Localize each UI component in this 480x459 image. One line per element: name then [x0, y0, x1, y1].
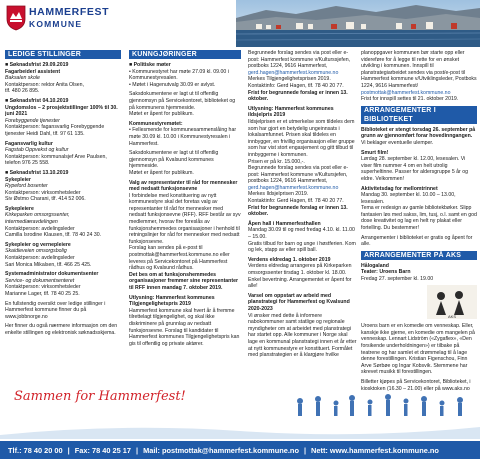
logo-title: HAMMERFEST — [29, 6, 110, 18]
announcement-heading: Åpen hall i Hammerfesthallen — [248, 220, 321, 227]
announcement-text: Ildsjelprisen er et utmerkelse som tildeles dem som har gjort en betydelig ungeinnsats i lokalsamfunnet. Prisen skal tildeles en innbygger, en frivillig organisasjon eller gruppe som har vist stort engasjement og gitt tilbud til innbyggerne i kommunen. — [248, 118, 355, 158]
slogan: Sammen for Hammerfest! — [14, 389, 186, 404]
announcement-heading: Valg av representanter til råd for mennesker med nedsatt funksjonsevne — [129, 179, 238, 193]
job-contact-phone: Marianne Lager, tlf. 78 40 25 25. — [5, 291, 80, 297]
announcement-text: Hammerfest kommune skal hvert år å fremme tilrettelagt tilgjengelighet, og skal ikke diskriminere på grunnlag av nedsatt funksjonsevne. Forslag til kandidater til Hammerfest kommunes Tilgjengelighetspris kan gis til offentlig og private aktører. — [129, 307, 240, 347]
library-notice-apology: Vi beklager eventuelle ulemper. — [361, 139, 434, 146]
section-header-announcements: KUNNGJØRINGER — [129, 50, 241, 59]
announcement-text: Møtet er åpent for publikum. — [129, 111, 194, 118]
job-contact: Kontaktperson: virksomhetsleder — [5, 189, 81, 196]
town-photo — [236, 0, 480, 47]
job-contact: Kontaktperson: virksomhetsleder — [5, 284, 81, 291]
job-workplace: Service- og dokumentsenteret — [5, 277, 75, 284]
separator: | — [136, 445, 139, 455]
email-link[interactable]: gerd.hagen@hammerfest.kommune.no — [248, 69, 339, 76]
announcement-text: I forbindelse med konstituering av nytt kommunestyre skal det foretas valg av representanter til råd for mennesker med nedsatt funksjonsevne (RFF). RFF består av syv medlemmer, hvorav fire foreslås av funksjonshemmedes organisasjoner i henhold til retningslinjer for råd for mennesker med nedsatt funksjonsevne. — [129, 192, 241, 245]
job-workplace: Kirkeparken omsorgssenter, intermediæravdelingen — [5, 212, 70, 226]
job-contact-phone: tlf. 480 26 895. — [5, 88, 40, 95]
announcement-text: Gratis tilbud for barn og unge i høstferien. Kom og lek, stapp av eller spill ball. — [248, 240, 356, 254]
job-contact: Kontaktperson: avdelingsleder — [5, 255, 75, 262]
job-title: Sykepleier — [5, 176, 31, 183]
job-workplace: Baksalen skole — [5, 75, 40, 82]
announcement-subheading: Kommunestyremøtet: — [129, 120, 183, 127]
announcement-deadline: Frist for innspill settes til 21. oktober 2019. — [361, 96, 459, 103]
job-title: Systemadministrator dokumentsenter — [5, 271, 99, 278]
announcement-deadline: Det bes om at funksjonshemmedes organisasjoner fremmer sine representanter til RFF innen mandag 7. oktober 2019. — [129, 271, 238, 291]
announcement-heading: Utlysning: Hammerfest kommunes ildsjelpris 2019 — [248, 105, 334, 119]
deadline-heading: ■ Søknadsfrist 04.10.2019 — [5, 97, 69, 104]
bullet-item: • Møtet i Hagenutvalg 30.09 er avlyst. — [129, 81, 216, 88]
announcement-text: Kontaktinfo: Gerd Hagen, tlf. 78 40 20 77. — [248, 82, 344, 89]
contact-bar — [0, 441, 480, 459]
job-contact: Kontaktperson: rektor Anita Olsen, — [5, 81, 85, 88]
email-link[interactable]: postmottak@hammerfest.kommune.no — [361, 89, 451, 96]
job-title: Fagarbeider/ assistent — [5, 68, 61, 75]
job-workplace: Fagstab Oppvekst og kultur — [5, 147, 69, 154]
announcement-deadline: Frist for begrunnede forslag er innen 13. oktober. — [248, 89, 348, 103]
announcement-text: Mandag 30.09 til og med fredag 4.10. kl. 11.00 – 15.00. — [248, 227, 355, 241]
event-organizer: Hålogaland — [361, 262, 389, 269]
announcement-text: Prisen er på kr. 15.000,-. — [248, 158, 305, 165]
job-contact-phone: Sari Monica Mikalsen, tlf. 466 25 425. — [5, 261, 92, 268]
event-date: Fredag 27. september kl. 19.00 — [361, 276, 434, 283]
bullet-item: • Fellesmende for kommunesammenslåing har møte 30.09 kl. 10.00 i Kommunestyresalen i Hammerfest. — [129, 127, 237, 147]
deadline-heading: ■ Søknadsfrist 13.10.2019 — [5, 169, 69, 176]
library-notice: Biblioteket er stengt torsdag 26. september på grunn av gjennomført forar hovedinngangen. — [361, 126, 476, 140]
column-events — [361, 50, 477, 440]
job-contact-phone: Siv Østmo Charani, tlf. 414 52 006. — [5, 196, 86, 203]
email-address[interactable]: Mail: postmottak@hammerfest.kommune.no — [143, 445, 299, 455]
announcement-text: planoppgaver kommunen bør starte opp eller videreføre for å legge til rette for en ønsket utvikling i kommunen. Innspill til planstrategiarbeidet sendes via post/e-post til Hammerfest kommune v/Utviklingsleder, Postboks 1224, 9616 Hammerfest/ — [361, 50, 477, 89]
announcement-text: Saksdokumentene er lagt ut til offentlig gjennomsyn på Servicekontoret, biblioteket og på kommunens hjemmeside. — [129, 91, 236, 111]
section-header-vacancies: LEDIGE STILLINGER — [5, 50, 121, 59]
column-vacancies — [5, 50, 121, 390]
job-contact-phone: Camilla Isrodine Klausen, tlf. 78 40 24 30. — [5, 232, 102, 239]
jobbnorge-info-detail: Her finner du også nærmere informasjon om den enkelte stillingen og elektronisk søknadsskjema. — [5, 323, 118, 336]
section-header-aks-events: ARRANGEMENTER PÅ AKS — [361, 251, 477, 260]
bullet-item: • Kommunestyret har møte 27.09 kl. 09.00 i Kommunestyresalen. — [129, 68, 229, 82]
logo-subtitle: KOMMUNE — [29, 19, 83, 29]
announcement-text: Saksdokumentene er lagt ut til offentlig gjennomsyn på Kvalsund kommunes hjemmeside. — [129, 150, 219, 170]
theatre-poster-image — [427, 285, 477, 319]
event-text: Tema er redesign av gamle bibliotekbøker. Slipp fantasien løs med sakss, lim, tusj, o.l. samt en god dose kreativitet og lag en helt ny plakat eller fortelling. Du bestemmer! — [361, 205, 477, 232]
event-heading: Aktivitetsdag for mellomtrinnet — [361, 185, 438, 192]
event-text: Mandag 30. september kl. 10.00 – 13.00, lesesalen. — [361, 192, 456, 205]
job-title: Ungdomslos – 2 prosjektstillinger 100% til 30. juni 2021 — [5, 104, 118, 118]
separator: | — [67, 445, 70, 455]
announcement-text: Forslag kan sendes på e-post til postmottak@hammerfest.kommune.no eller leveres på Servicekontoret på Hammerfest rådhus og Kvalsund rådhus. — [129, 245, 230, 272]
job-workplace: Skaidieveien omsorgsbolig — [5, 248, 67, 255]
event-title: Teater: Uroens Barn — [361, 269, 411, 276]
announcement-text: Verdens eldredag arrangeres på Kirkeparken omsorgssenter tirsdag 1. oktober kl. 18.00. Enkel bevertning. Arrangementet er åpent for alle! — [248, 263, 352, 290]
section-header-library-events: ARRANGEMENTER I BIBLIOTEKET — [361, 106, 477, 124]
job-workplace: Rypeford bosenter — [5, 183, 48, 190]
job-title: Sykepleier og vernepleiere — [5, 241, 71, 248]
announcement-heading: Verdens eldredag 1. oktober 2019 — [248, 256, 331, 263]
event-text: Arrangementer i biblioteket er gratis og åpent for alle. — [361, 234, 473, 248]
job-title: Fagansvarlig kultur — [5, 140, 53, 147]
website-link[interactable]: Nett: www.hammerfest.kommune.no — [311, 445, 439, 455]
phone-number[interactable]: Tlf.: 78 40 20 00 — [8, 445, 63, 455]
municipality-logo[interactable] — [6, 4, 114, 40]
announcement-deadline: Frist for begrunnede forslag er innen 13. oktober. — [248, 204, 348, 218]
event-text: Lørdag 28. september kl. 12.00, lesesalen. Vi viser film nummer 4 om en helt utrolig superheltinne. Passer for aldersgruppe 5 år og eldre. Velkommen! — [361, 156, 468, 182]
announcement-text: Kontaktinfo: Gerd Hagen, tlf. 78 40 20 77. — [248, 198, 344, 205]
announcement-text: Merkes Ildsjelprisen 2019. — [248, 191, 309, 198]
separator: | — [303, 445, 307, 455]
announcement-text: Vi ønsker med dette å informere nabokommuner samt statlige og regionale myndigheter om at arbeidet med planstrategi har startet opp. Alle kommuner i Norge skal lage en kommunal planstrategi innen et år etter at nytt kommunestyre er konstituert. Formålet med planstrategien er å klargjøre hvilke — [248, 312, 357, 359]
page-header — [0, 0, 480, 47]
job-contact: Kontaktperson: fagansvarlig Forebyggende tjenester Heidi Dahl, tlf. 97 61 135. — [5, 124, 105, 137]
political-meetings-heading: ■ Politiske møter — [129, 62, 171, 68]
deadline-heading: ■ Søknadsfrist 29.09.2019 — [5, 62, 69, 68]
announcement-text: Møtet er åpent for publikum. — [129, 169, 194, 176]
email-link[interactable]: gerd.hagen@hammerfest.kommune.no — [248, 184, 339, 191]
announcement-text: Merkes Tilgjengelighetsprisen 2019. — [248, 76, 331, 83]
jobbnorge-info[interactable]: En fullstendig oversikt over ledige stillinger i Hammerfest kommune finner du på www.jobbnorge.no — [5, 300, 106, 320]
aks-logo-text: AKS — [447, 313, 457, 319]
announcement-heading: Utlysning: Hammerfest kommunes Tilgjengelighetspris 2019 — [129, 294, 215, 308]
announcement-text: Begrunnede forslag sendes via post eller e-post: Hammerfest kommune v/Kulturssjefen, postboks 1224, 9616 Hammerfest, — [248, 50, 351, 70]
event-description: Uroens barn er en komedie om venneskap. Eller, kanskje ikke gjerne, en komedie om mangelen på venneskap. Lennart Lidström («Zygaflex», «Den forsikende underholdningen») er tilbake på teatrene og har samlet et drømmelag til å lage denne forestillingen. Kristian Figenschou, Finn Arve Sørbøe og Ingar Kobsvik. Stemmene har skrevet musikk til forestillingen. — [361, 323, 475, 376]
coat-of-arms-icon — [6, 5, 26, 31]
fax-number: Fax: 78 40 25 17 — [74, 445, 132, 455]
column-announcements-continued — [248, 50, 358, 440]
job-contact: Kontaktperson: kommunalsjef Arve Paulsen, telefon 976 25 558. — [5, 153, 107, 167]
event-heading: Smurt film! — [361, 149, 389, 156]
job-contact: Kontaktperson: avdelingsleder — [5, 225, 75, 232]
announcement-heading: Varsel om oppstart av arbeid med planstrategi for Hammerfest og Kvalsund 2020-2023 — [248, 292, 350, 312]
announcement-text: Begrunnede forslag sendes via post eller e-post: Hammerfest kommune v/Kultursjefen, postboks 1224, 9616 Hammerfest, — [248, 165, 349, 185]
ticket-info[interactable]: Billetter kjøpes på Servicekontoret, Biblioteket, i kiosktoken (16.30 – 21.00) eller på www.aks.no — [361, 378, 471, 392]
column-announcements — [129, 50, 241, 380]
job-title: Sykepleiere — [5, 205, 34, 212]
job-workplace: Forebyggende tjenester — [5, 117, 60, 124]
